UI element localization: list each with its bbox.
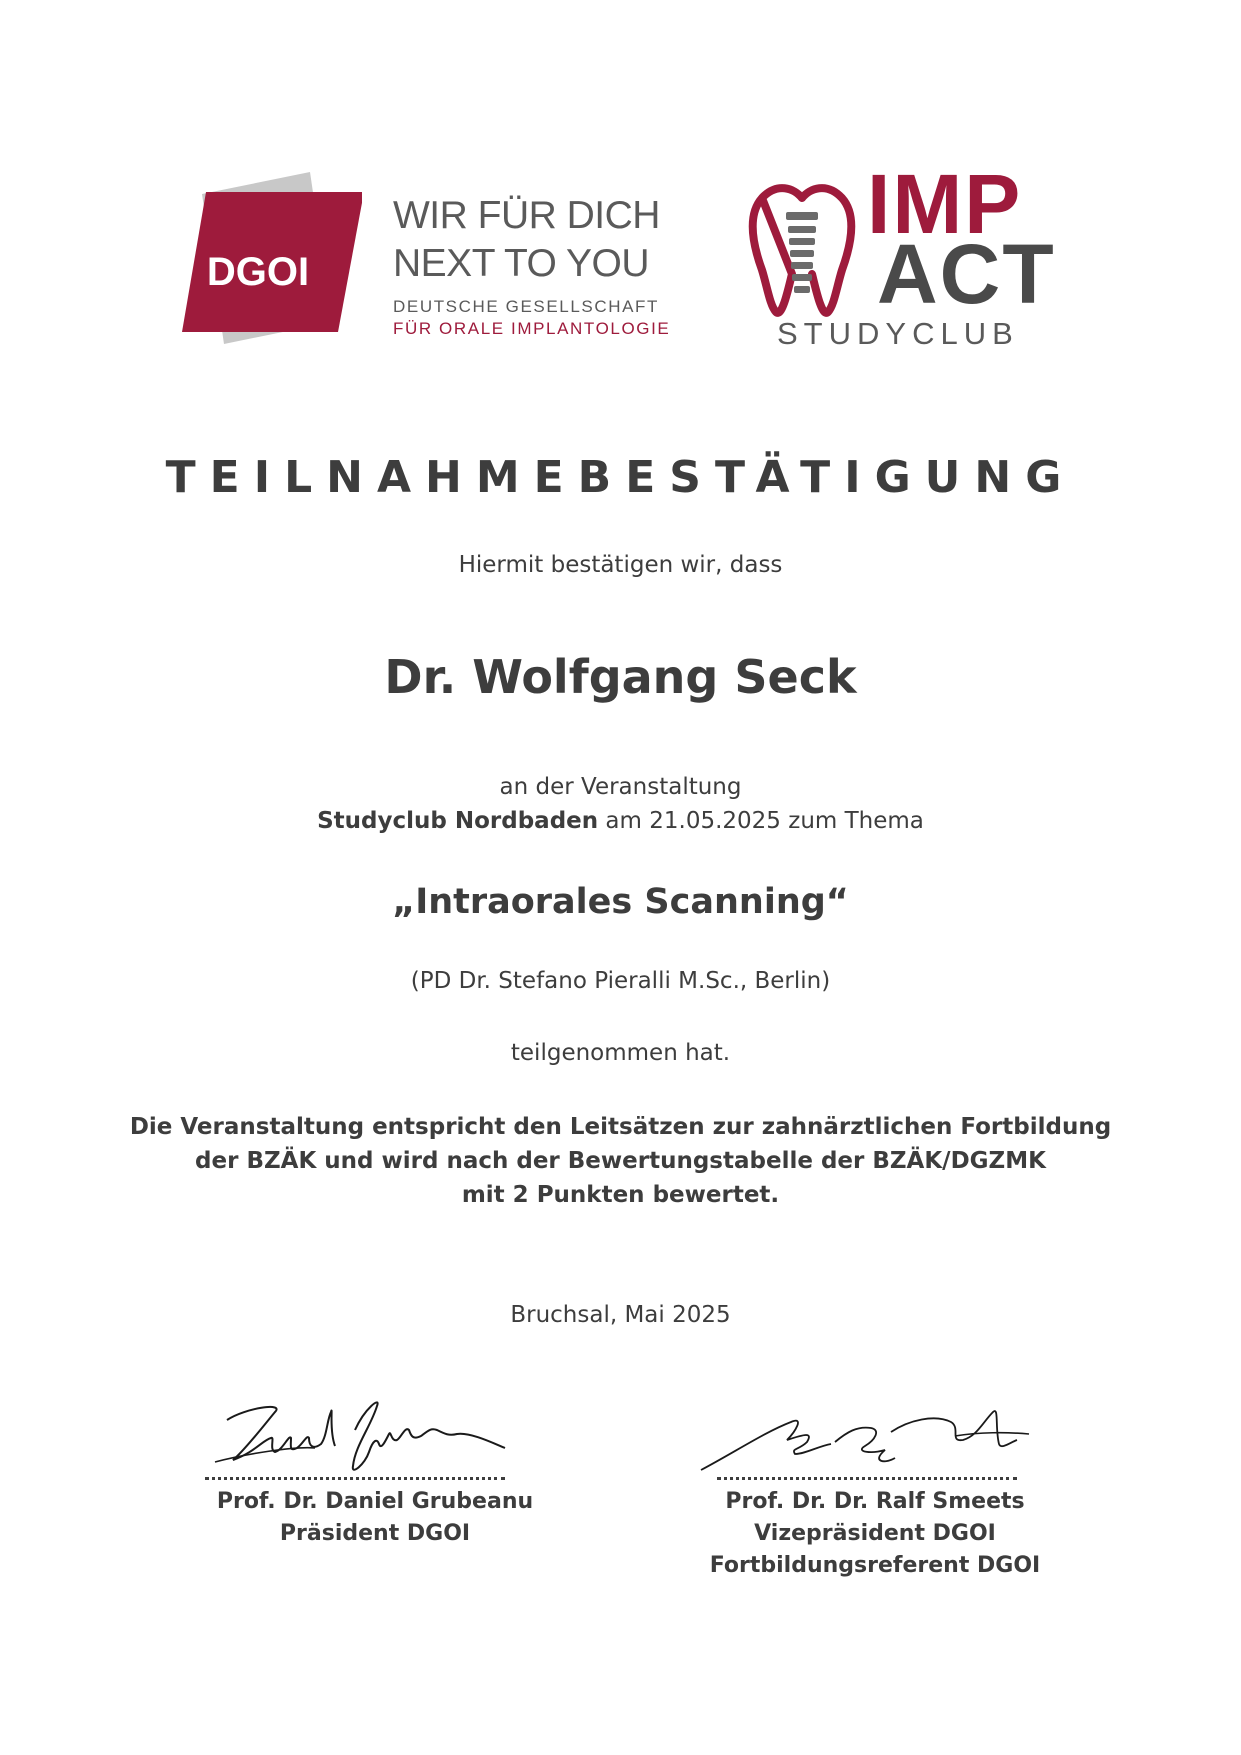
participated-text: teilgenommen hat. (510, 1040, 731, 1066)
dgoi-logo-shape (182, 172, 362, 362)
participant-name: Dr. Wolfgang Seck (384, 650, 857, 704)
place-date: Bruchsal, Mai 2025 (510, 1302, 731, 1328)
signer-role: Fortbildungsreferent DGOI (709, 1553, 1041, 1578)
dgoi-org-line1: DEUTSCHE GESELLSCHAFT (393, 297, 659, 316)
event-intro: an der Veranstaltung (499, 774, 742, 800)
dgoi-wordmark (393, 192, 723, 340)
dgoi-tagline-de: WIR FÜR DICH (393, 194, 660, 237)
impact-word-act: ACT (877, 227, 1056, 321)
certificate-title: TEILNAHMEBESTÄTIGUNG (165, 452, 1076, 503)
intro-text: Hiermit bestätigen wir, dass (458, 552, 783, 578)
signer-name: Prof. Dr. Daniel Grubeanu (216, 1489, 534, 1514)
event-line (0, 808, 1241, 834)
signature-line (205, 1477, 505, 1480)
dgoi-tagline-en: NEXT TO YOU (393, 242, 650, 285)
signature-grubeanu (205, 1390, 545, 1484)
impact-word-imp: IMP (867, 157, 1023, 251)
dgoi-logo (182, 172, 362, 362)
tooth-implant-icon (742, 178, 862, 318)
impact-studyclub-logo (742, 157, 1056, 358)
signer-role: Präsident DGOI (279, 1521, 471, 1546)
impact-word-studyclub: STUDYCLUB (777, 316, 1019, 351)
dgoi-badge-text: DGOI (206, 250, 310, 294)
dgoi-org-line2: FÜR ORALE IMPLANTOLOGIE (393, 319, 671, 338)
accreditation-line: mit 2 Punkten bewertet. (461, 1182, 780, 1208)
signature-smeets (695, 1392, 1035, 1486)
event-date-text: am 21.05.2025 zum Thema (598, 808, 924, 834)
event-name: Studyclub Nordbaden (317, 808, 599, 834)
topic-title: „Intraorales Scanning“ (392, 882, 849, 922)
signer-block-1 (190, 1486, 560, 1550)
accreditation-line: Die Veranstaltung entspricht den Leitsätzen zur zahnärztlichen Fortbildung (129, 1114, 1112, 1140)
signer-name: Prof. Dr. Dr. Ralf Smeets (725, 1489, 1025, 1514)
speaker-text: (PD Dr. Stefano Pieralli M.Sc., Berlin) (410, 968, 831, 994)
signer-block-2 (690, 1486, 1060, 1582)
accreditation-text (0, 1110, 1241, 1212)
signer-role: Vizepräsident DGOI (754, 1521, 996, 1546)
accreditation-line: der BZÄK und wird nach der Bewertungstabelle der BZÄK/DGZMK (195, 1148, 1046, 1174)
signature-line (717, 1477, 1017, 1480)
